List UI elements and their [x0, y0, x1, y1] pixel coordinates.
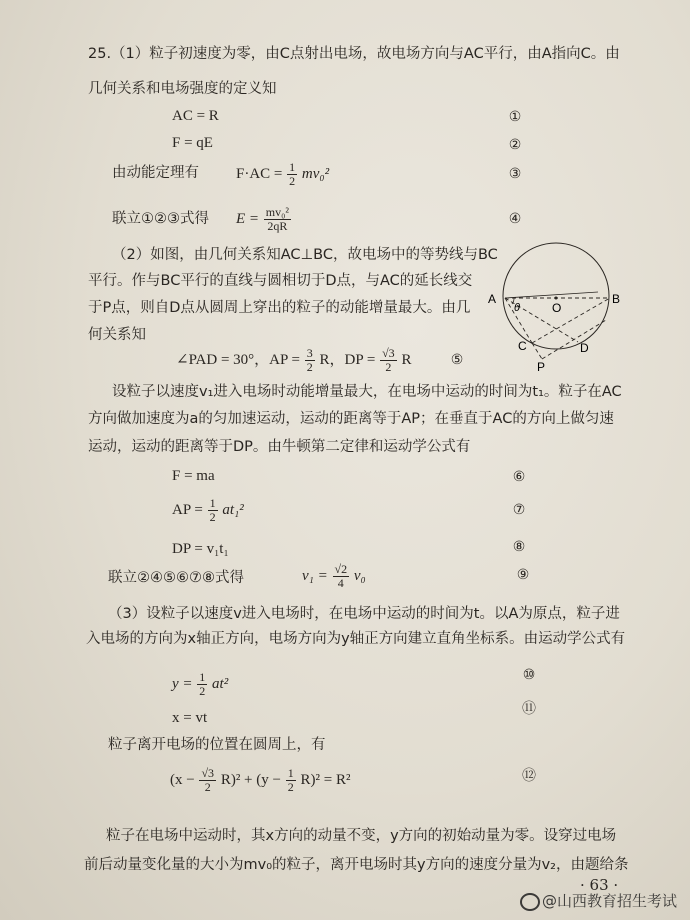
equation-9: v₁ = $\frac{√2}{4}$ v₀	[302, 562, 366, 591]
figure-center-point	[555, 297, 558, 300]
label-b: B	[612, 292, 621, 306]
equation-7: AP = $\frac{1}{2}$ at₁²	[172, 496, 244, 525]
text-line: （2）如图，由几何关系知AC⊥BC，故电场中的等势线与BC	[112, 247, 498, 263]
equation-marker: ⑥	[512, 469, 526, 485]
text-line: 方向做加速度为a的匀加速运动，运动的距离等于AP；在垂直于AC的方向上做匀速	[88, 411, 614, 427]
equation-marker: ⑦	[512, 502, 526, 518]
equation-11: x = vt	[172, 710, 208, 726]
equation-3: F·AC = $\frac{1}{2}$ mv₀²	[236, 160, 330, 189]
equation-8: DP = v₁t₁	[172, 541, 229, 557]
equation-4: E = $\frac{\text{mv₀²}}{2qR}$	[236, 205, 289, 234]
equation-6: F = ma	[172, 468, 215, 484]
text-line: 粒子在电场中运动时，其x方向的动量不变，y方向的初始动量为零。设穿过电场	[106, 828, 617, 844]
equation-marker: ⑩	[522, 667, 536, 683]
equation-marker: ②	[508, 137, 522, 153]
label-a: A	[488, 292, 497, 306]
page-number: · 63 ·	[580, 876, 619, 894]
equation-2: F = qE	[172, 135, 213, 151]
label-c: C	[518, 339, 527, 353]
text-line: 25.（1）粒子初速度为零，由C点射出电场，故电场方向与AC平行，由A指向C。由	[88, 46, 620, 62]
watermark	[520, 890, 677, 911]
text-line: 何关系知	[88, 327, 146, 343]
label-theta: θ	[514, 302, 520, 314]
text-line: 于P点，则自D点从圆周上穿出的粒子的动能增量最大。由几	[88, 300, 471, 316]
figure-circle	[503, 243, 609, 349]
text-line: 几何关系和电场强度的定义知	[88, 81, 277, 97]
text-line: 运动，运动的距离等于DP。由牛顿第二定律和运动学公式有	[88, 439, 471, 455]
text-line: 平行。作与BC平行的直线与圆相切于D点，与AC的延长线交	[88, 273, 473, 289]
equation-marker: ⑫	[522, 768, 536, 784]
watermark-text: @山西教育招生考试	[542, 892, 678, 910]
equation-1: AC = R	[172, 108, 219, 124]
equation-marker: ⑪	[522, 701, 536, 717]
equation-marker: ⑨	[516, 567, 530, 583]
equation-marker: ①	[508, 109, 522, 125]
equation-5: ∠PAD = 30°，AP = $\frac{3}{2}$ R，DP = $\frac{√3}{2}$ R	[176, 346, 412, 375]
label-p: P	[537, 360, 546, 372]
equation-10: y = $\frac{1}{2}$ at²	[172, 670, 229, 699]
equation-marker: ④	[508, 211, 522, 227]
weibo-logo-icon	[520, 893, 540, 911]
equation-marker: ⑧	[512, 539, 526, 555]
figure-line-pd	[542, 320, 606, 359]
text-line: 入电场的方向为x轴正方向，电场方向为y轴正方向建立直角坐标系。由运动学公式有	[86, 631, 626, 647]
text-line: 前后动量变化量的大小为mv₀的粒子，离开电场时其y方向的速度分量为v₂，由题给条	[84, 857, 629, 873]
text-line: （3）设粒子以速度v进入电场时，在电场中运动的时间为t。以A为原点，粒子进	[108, 606, 620, 622]
equation-marker: ③	[508, 166, 522, 182]
equation-12: (x − $\frac{√3}{2}$ R)² + (y − $\frac{1}{2}$ R)² = R²	[170, 766, 351, 795]
label-d: D	[580, 341, 589, 355]
text-line: 设粒子以速度v₁进入电场时动能增量最大，在电场中运动的时间为t₁。粒子在AC	[112, 384, 622, 400]
text-line: 粒子离开电场的位置在圆周上，有	[108, 737, 326, 753]
text-line: 联立①②③式得	[112, 211, 209, 227]
geometry-figure	[478, 232, 628, 372]
text-line: 由动能定理有	[112, 165, 199, 181]
label-o: O	[552, 301, 562, 315]
figure-line-bc	[532, 298, 610, 343]
text-line: 联立②④⑤⑥⑦⑧式得	[108, 570, 244, 586]
figure-line-a	[505, 292, 598, 298]
equation-marker: ⑤	[450, 352, 464, 368]
